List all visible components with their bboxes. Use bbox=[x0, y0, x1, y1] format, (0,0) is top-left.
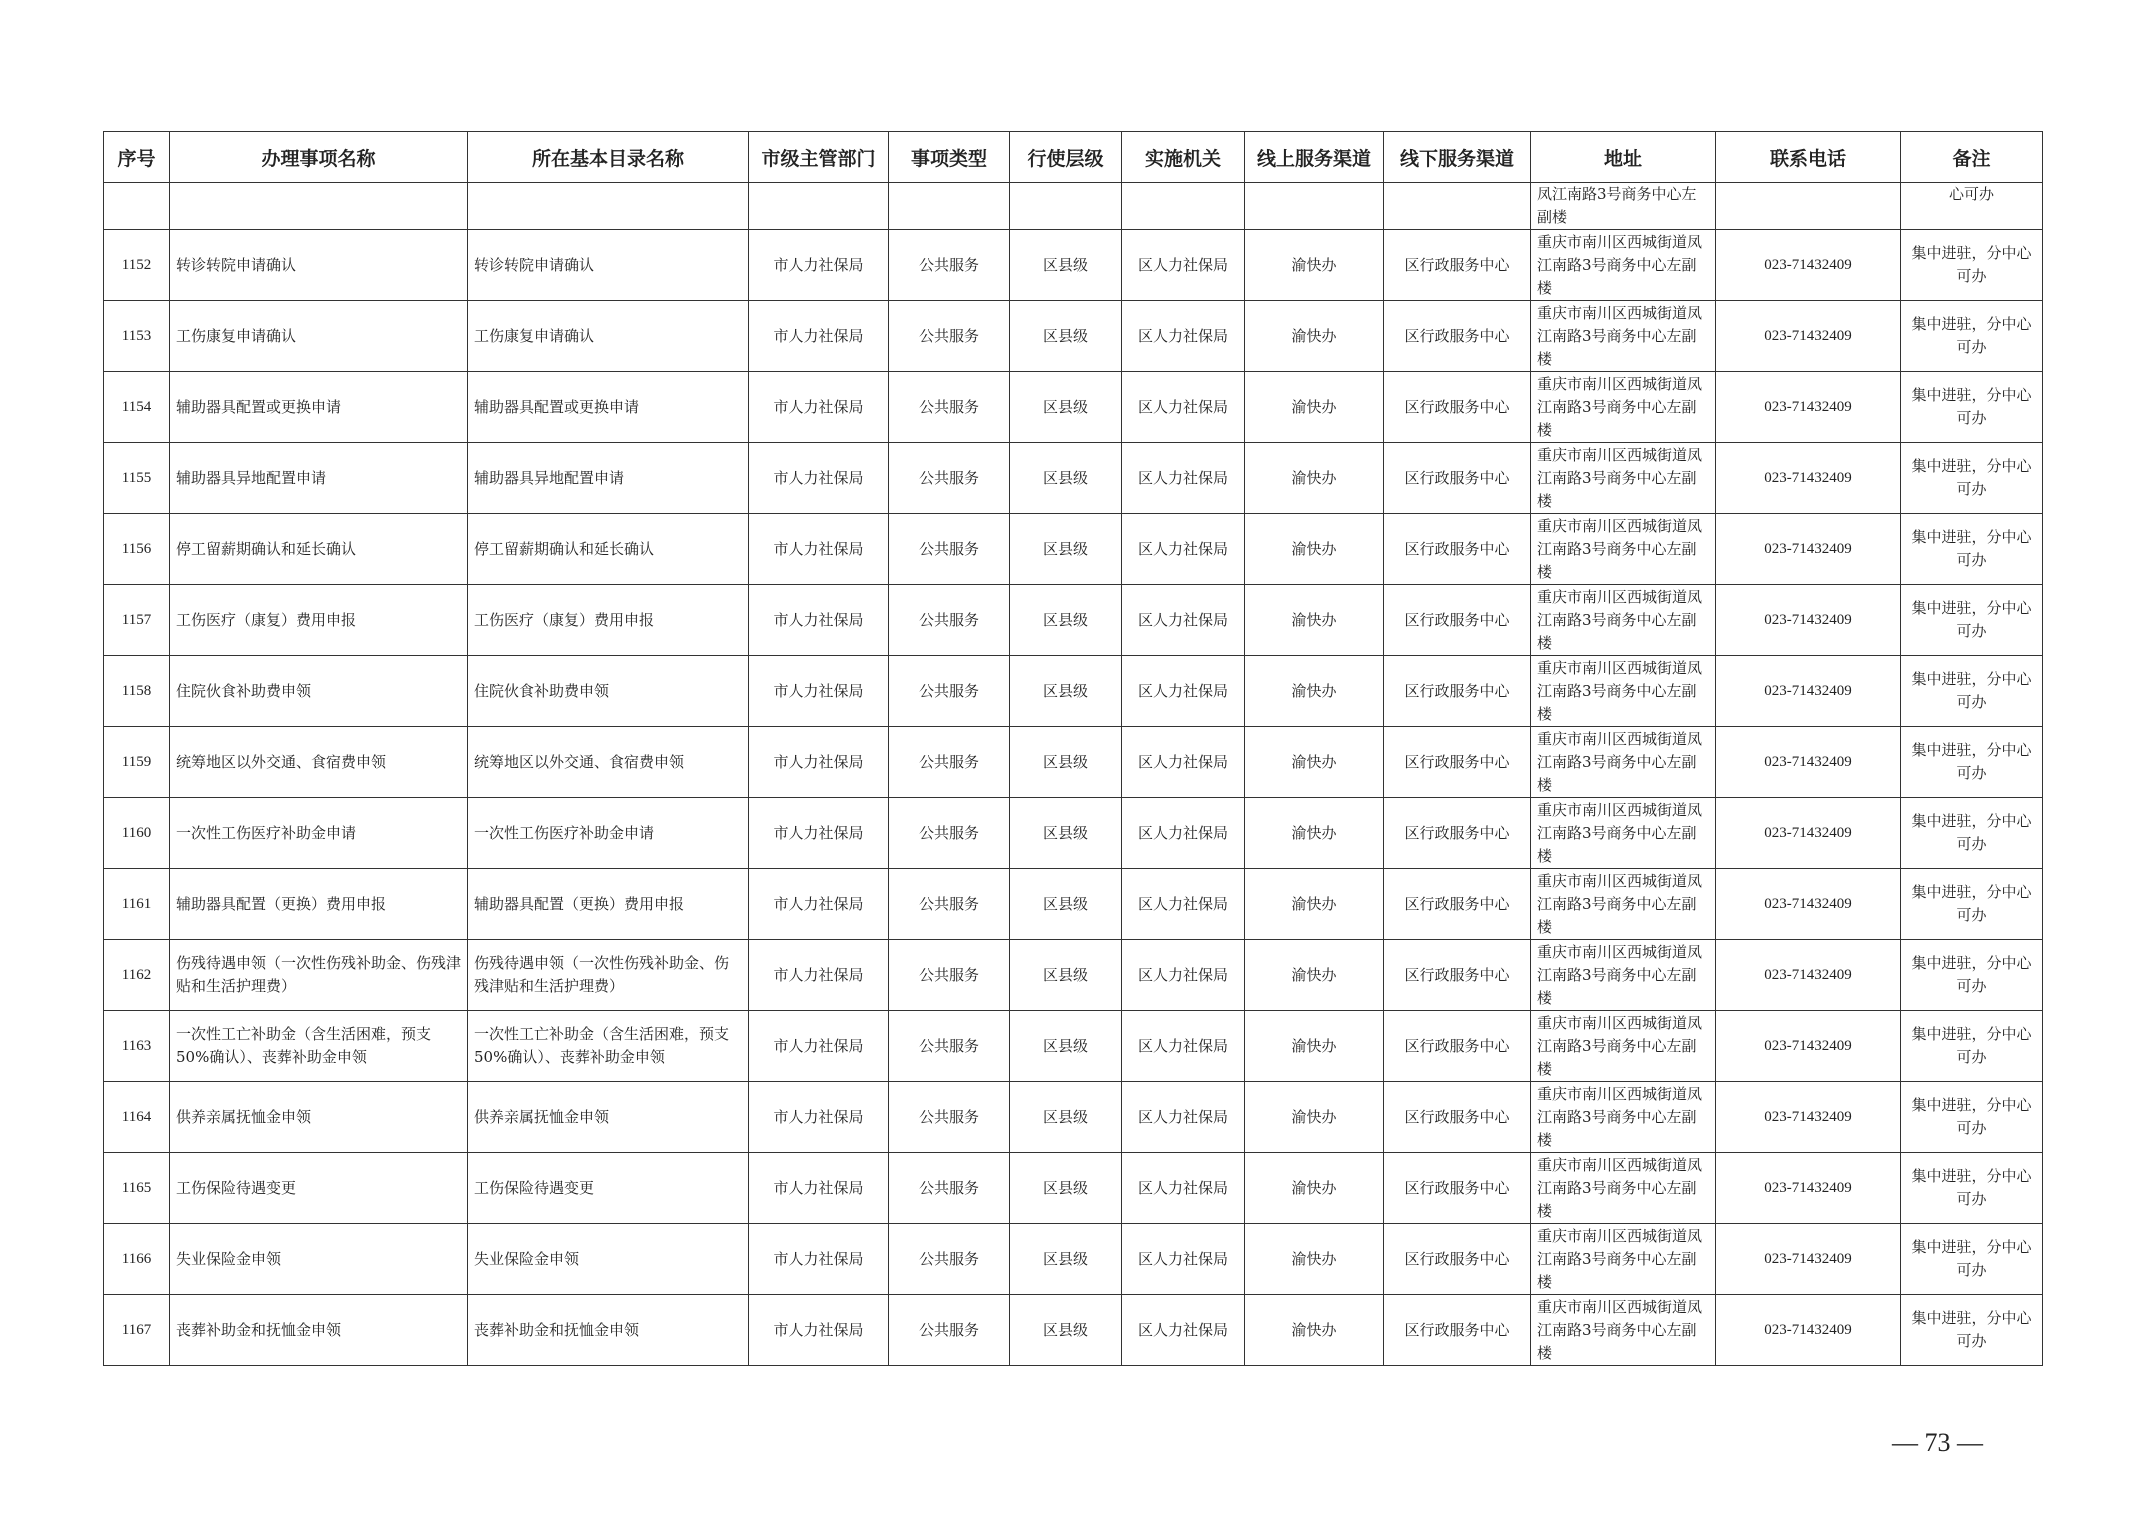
header-row bbox=[104, 132, 2043, 183]
cell-number: 1167 bbox=[104, 1295, 170, 1366]
cell-level: 区县级 bbox=[1010, 940, 1122, 1011]
cell-item-type: 公共服务 bbox=[889, 656, 1010, 727]
cell-phone: 023-71432409 bbox=[1716, 514, 1901, 585]
table-row bbox=[104, 727, 2043, 798]
service-items-table bbox=[103, 131, 2043, 1366]
cell-note: 集中进驻，分中心可办 bbox=[1901, 301, 2043, 372]
cell-note: 集中进驻，分中心可办 bbox=[1901, 230, 2043, 301]
cell-offline-channel: 区行政服务中心 bbox=[1384, 585, 1531, 656]
cell-item-name: 统筹地区以外交通、食宿费申领 bbox=[170, 727, 468, 798]
table-row bbox=[104, 869, 2043, 940]
cell-offline-channel: 区行政服务中心 bbox=[1384, 727, 1531, 798]
cell-item-name: 转诊转院申请确认 bbox=[170, 230, 468, 301]
header-cell: 序号 bbox=[104, 132, 170, 183]
cell-offline-channel: 区行政服务中心 bbox=[1384, 301, 1531, 372]
cell-number: 1165 bbox=[104, 1153, 170, 1224]
cell-agency: 区人力社保局 bbox=[1122, 301, 1245, 372]
cell-item-name: 伤残待遇申领（一次性伤残补助金、伤残津贴和生活护理费） bbox=[170, 940, 468, 1011]
cell-phone: 023-71432409 bbox=[1716, 1011, 1901, 1082]
cell-offline-channel: 区行政服务中心 bbox=[1384, 372, 1531, 443]
cell-offline-channel: 区行政服务中心 bbox=[1384, 514, 1531, 585]
cell-address: 重庆市南川区西城街道凤江南路3号商务中心左副楼 bbox=[1531, 301, 1716, 372]
cell-number: 1159 bbox=[104, 727, 170, 798]
cell-level: 区县级 bbox=[1010, 798, 1122, 869]
cell-agency: 区人力社保局 bbox=[1122, 727, 1245, 798]
cell-online-channel: 渝快办 bbox=[1245, 1295, 1384, 1366]
cell-phone: 023-71432409 bbox=[1716, 1082, 1901, 1153]
cell-department: 市人力社保局 bbox=[749, 869, 889, 940]
cell-agency: 区人力社保局 bbox=[1122, 1295, 1245, 1366]
continuation-address: 凤江南路3号商务中心左副楼 bbox=[1531, 183, 1716, 230]
cell-level: 区县级 bbox=[1010, 585, 1122, 656]
cell-phone: 023-71432409 bbox=[1716, 230, 1901, 301]
cell-empty bbox=[1245, 183, 1384, 230]
cell-number: 1166 bbox=[104, 1224, 170, 1295]
cell-item-name: 丧葬补助金和抚恤金申领 bbox=[170, 1295, 468, 1366]
cell-item-type: 公共服务 bbox=[889, 1295, 1010, 1366]
cell-catalog-name: 丧葬补助金和抚恤金申领 bbox=[468, 1295, 749, 1366]
cell-item-name: 供养亲属抚恤金申领 bbox=[170, 1082, 468, 1153]
cell-offline-channel: 区行政服务中心 bbox=[1384, 1224, 1531, 1295]
cell-note: 集中进驻，分中心可办 bbox=[1901, 656, 2043, 727]
cell-item-name: 工伤康复申请确认 bbox=[170, 301, 468, 372]
cell-note: 集中进驻，分中心可办 bbox=[1901, 443, 2043, 514]
table-row bbox=[104, 301, 2043, 372]
cell-department: 市人力社保局 bbox=[749, 1224, 889, 1295]
cell-number: 1155 bbox=[104, 443, 170, 514]
header-cell: 线下服务渠道 bbox=[1384, 132, 1531, 183]
cell-department: 市人力社保局 bbox=[749, 1295, 889, 1366]
cell-catalog-name: 一次性工伤医疗补助金申请 bbox=[468, 798, 749, 869]
cell-item-type: 公共服务 bbox=[889, 372, 1010, 443]
cell-online-channel: 渝快办 bbox=[1245, 1011, 1384, 1082]
cell-item-type: 公共服务 bbox=[889, 1153, 1010, 1224]
cell-address: 重庆市南川区西城街道凤江南路3号商务中心左副楼 bbox=[1531, 443, 1716, 514]
cell-item-type: 公共服务 bbox=[889, 301, 1010, 372]
cell-note: 集中进驻，分中心可办 bbox=[1901, 798, 2043, 869]
cell-department: 市人力社保局 bbox=[749, 1011, 889, 1082]
cell-level: 区县级 bbox=[1010, 1011, 1122, 1082]
cell-offline-channel: 区行政服务中心 bbox=[1384, 443, 1531, 514]
cell-note: 集中进驻，分中心可办 bbox=[1901, 1224, 2043, 1295]
cell-agency: 区人力社保局 bbox=[1122, 1153, 1245, 1224]
cell-phone: 023-71432409 bbox=[1716, 798, 1901, 869]
cell-item-type: 公共服务 bbox=[889, 514, 1010, 585]
cell-note: 集中进驻，分中心可办 bbox=[1901, 585, 2043, 656]
cell-level: 区县级 bbox=[1010, 1295, 1122, 1366]
cell-level: 区县级 bbox=[1010, 656, 1122, 727]
cell-address: 重庆市南川区西城街道凤江南路3号商务中心左副楼 bbox=[1531, 1224, 1716, 1295]
cell-number: 1156 bbox=[104, 514, 170, 585]
cell-empty bbox=[889, 183, 1010, 230]
cell-item-name: 工伤医疗（康复）费用申报 bbox=[170, 585, 468, 656]
cell-agency: 区人力社保局 bbox=[1122, 798, 1245, 869]
cell-item-type: 公共服务 bbox=[889, 798, 1010, 869]
cell-catalog-name: 失业保险金申领 bbox=[468, 1224, 749, 1295]
cell-empty bbox=[1384, 183, 1531, 230]
cell-item-type: 公共服务 bbox=[889, 1011, 1010, 1082]
cell-empty bbox=[1010, 183, 1122, 230]
cell-phone: 023-71432409 bbox=[1716, 1153, 1901, 1224]
cell-online-channel: 渝快办 bbox=[1245, 869, 1384, 940]
cell-agency: 区人力社保局 bbox=[1122, 1224, 1245, 1295]
cell-note: 集中进驻，分中心可办 bbox=[1901, 727, 2043, 798]
cell-offline-channel: 区行政服务中心 bbox=[1384, 940, 1531, 1011]
cell-phone: 023-71432409 bbox=[1716, 656, 1901, 727]
table-row bbox=[104, 230, 2043, 301]
cell-number: 1153 bbox=[104, 301, 170, 372]
table-row bbox=[104, 443, 2043, 514]
cell-level: 区县级 bbox=[1010, 727, 1122, 798]
cell-catalog-name: 工伤康复申请确认 bbox=[468, 301, 749, 372]
header-cell: 行使层级 bbox=[1010, 132, 1122, 183]
cell-department: 市人力社保局 bbox=[749, 656, 889, 727]
cell-agency: 区人力社保局 bbox=[1122, 372, 1245, 443]
cell-number: 1157 bbox=[104, 585, 170, 656]
cell-catalog-name: 工伤医疗（康复）费用申报 bbox=[468, 585, 749, 656]
table-row bbox=[104, 1011, 2043, 1082]
cell-agency: 区人力社保局 bbox=[1122, 443, 1245, 514]
cell-item-name: 一次性工亡补助金（含生活困难，预支50%确认）、丧葬补助金申领 bbox=[170, 1011, 468, 1082]
page-number: — 73 — bbox=[1892, 1428, 1983, 1457]
table-row bbox=[104, 940, 2043, 1011]
cell-note: 集中进驻，分中心可办 bbox=[1901, 940, 2043, 1011]
cell-note: 集中进驻，分中心可办 bbox=[1901, 1011, 2043, 1082]
cell-note: 集中进驻，分中心可办 bbox=[1901, 514, 2043, 585]
cell-level: 区县级 bbox=[1010, 869, 1122, 940]
cell-address: 重庆市南川区西城街道凤江南路3号商务中心左副楼 bbox=[1531, 727, 1716, 798]
cell-agency: 区人力社保局 bbox=[1122, 940, 1245, 1011]
cell-level: 区县级 bbox=[1010, 1224, 1122, 1295]
cell-department: 市人力社保局 bbox=[749, 1153, 889, 1224]
cell-agency: 区人力社保局 bbox=[1122, 585, 1245, 656]
cell-online-channel: 渝快办 bbox=[1245, 1224, 1384, 1295]
cell-catalog-name: 停工留薪期确认和延长确认 bbox=[468, 514, 749, 585]
header-cell: 实施机关 bbox=[1122, 132, 1245, 183]
cell-offline-channel: 区行政服务中心 bbox=[1384, 1082, 1531, 1153]
cell-level: 区县级 bbox=[1010, 443, 1122, 514]
cell-online-channel: 渝快办 bbox=[1245, 656, 1384, 727]
cell-address: 重庆市南川区西城街道凤江南路3号商务中心左副楼 bbox=[1531, 940, 1716, 1011]
cell-department: 市人力社保局 bbox=[749, 727, 889, 798]
cell-online-channel: 渝快办 bbox=[1245, 1153, 1384, 1224]
cell-item-name: 辅助器具异地配置申请 bbox=[170, 443, 468, 514]
header-cell: 备注 bbox=[1901, 132, 2043, 183]
cell-level: 区县级 bbox=[1010, 1082, 1122, 1153]
cell-item-type: 公共服务 bbox=[889, 727, 1010, 798]
cell-department: 市人力社保局 bbox=[749, 301, 889, 372]
cell-catalog-name: 供养亲属抚恤金申领 bbox=[468, 1082, 749, 1153]
table-row bbox=[104, 1153, 2043, 1224]
cell-catalog-name: 辅助器具异地配置申请 bbox=[468, 443, 749, 514]
cell-address: 重庆市南川区西城街道凤江南路3号商务中心左副楼 bbox=[1531, 1153, 1716, 1224]
cell-online-channel: 渝快办 bbox=[1245, 372, 1384, 443]
table-row bbox=[104, 1295, 2043, 1366]
cell-item-name: 辅助器具配置（更换）费用申报 bbox=[170, 869, 468, 940]
cell-catalog-name: 伤残待遇申领（一次性伤残补助金、伤残津贴和生活护理费） bbox=[468, 940, 749, 1011]
cell-address: 重庆市南川区西城街道凤江南路3号商务中心左副楼 bbox=[1531, 230, 1716, 301]
cell-offline-channel: 区行政服务中心 bbox=[1384, 798, 1531, 869]
cell-phone: 023-71432409 bbox=[1716, 301, 1901, 372]
cell-item-name: 一次性工伤医疗补助金申请 bbox=[170, 798, 468, 869]
cell-address: 重庆市南川区西城街道凤江南路3号商务中心左副楼 bbox=[1531, 585, 1716, 656]
cell-offline-channel: 区行政服务中心 bbox=[1384, 869, 1531, 940]
cell-number: 1152 bbox=[104, 230, 170, 301]
cell-offline-channel: 区行政服务中心 bbox=[1384, 1011, 1531, 1082]
header-cell: 所在基本目录名称 bbox=[468, 132, 749, 183]
header-cell: 联系电话 bbox=[1716, 132, 1901, 183]
cell-number: 1162 bbox=[104, 940, 170, 1011]
cell-item-type: 公共服务 bbox=[889, 1224, 1010, 1295]
cell-offline-channel: 区行政服务中心 bbox=[1384, 1295, 1531, 1366]
cell-online-channel: 渝快办 bbox=[1245, 727, 1384, 798]
cell-level: 区县级 bbox=[1010, 301, 1122, 372]
cell-item-name: 工伤保险待遇变更 bbox=[170, 1153, 468, 1224]
cell-address: 重庆市南川区西城街道凤江南路3号商务中心左副楼 bbox=[1531, 514, 1716, 585]
cell-note: 集中进驻，分中心可办 bbox=[1901, 869, 2043, 940]
cell-phone: 023-71432409 bbox=[1716, 372, 1901, 443]
cell-number: 1163 bbox=[104, 1011, 170, 1082]
cell-agency: 区人力社保局 bbox=[1122, 869, 1245, 940]
table-row bbox=[104, 585, 2043, 656]
cell-empty bbox=[170, 183, 468, 230]
cell-empty bbox=[468, 183, 749, 230]
cell-phone: 023-71432409 bbox=[1716, 1224, 1901, 1295]
table-body bbox=[104, 183, 2043, 1366]
cell-department: 市人力社保局 bbox=[749, 514, 889, 585]
cell-agency: 区人力社保局 bbox=[1122, 656, 1245, 727]
cell-online-channel: 渝快办 bbox=[1245, 585, 1384, 656]
cell-catalog-name: 辅助器具配置（更换）费用申报 bbox=[468, 869, 749, 940]
cell-department: 市人力社保局 bbox=[749, 372, 889, 443]
cell-note: 集中进驻，分中心可办 bbox=[1901, 1153, 2043, 1224]
table-row bbox=[104, 1082, 2043, 1153]
cell-phone: 023-71432409 bbox=[1716, 869, 1901, 940]
cell-catalog-name: 工伤保险待遇变更 bbox=[468, 1153, 749, 1224]
cell-offline-channel: 区行政服务中心 bbox=[1384, 1153, 1531, 1224]
table-row bbox=[104, 656, 2043, 727]
cell-online-channel: 渝快办 bbox=[1245, 1082, 1384, 1153]
cell-empty bbox=[1716, 183, 1901, 230]
cell-phone: 023-71432409 bbox=[1716, 1295, 1901, 1366]
cell-level: 区县级 bbox=[1010, 514, 1122, 585]
table-row bbox=[104, 1224, 2043, 1295]
cell-note: 集中进驻，分中心可办 bbox=[1901, 1082, 2043, 1153]
cell-note: 集中进驻，分中心可办 bbox=[1901, 1295, 2043, 1366]
cell-catalog-name: 一次性工亡补助金（含生活困难，预支50%确认）、丧葬补助金申领 bbox=[468, 1011, 749, 1082]
cell-address: 重庆市南川区西城街道凤江南路3号商务中心左副楼 bbox=[1531, 1082, 1716, 1153]
header-cell: 办理事项名称 bbox=[170, 132, 468, 183]
cell-catalog-name: 统筹地区以外交通、食宿费申领 bbox=[468, 727, 749, 798]
header-cell: 地址 bbox=[1531, 132, 1716, 183]
cell-item-type: 公共服务 bbox=[889, 869, 1010, 940]
continuation-note: 心可办 bbox=[1901, 183, 2043, 230]
cell-offline-channel: 区行政服务中心 bbox=[1384, 230, 1531, 301]
cell-level: 区县级 bbox=[1010, 1153, 1122, 1224]
cell-agency: 区人力社保局 bbox=[1122, 514, 1245, 585]
cell-department: 市人力社保局 bbox=[749, 1082, 889, 1153]
cell-number: 1158 bbox=[104, 656, 170, 727]
cell-phone: 023-71432409 bbox=[1716, 443, 1901, 514]
cell-item-name: 辅助器具配置或更换申请 bbox=[170, 372, 468, 443]
cell-note: 集中进驻，分中心可办 bbox=[1901, 372, 2043, 443]
cell-online-channel: 渝快办 bbox=[1245, 514, 1384, 585]
cell-address: 重庆市南川区西城街道凤江南路3号商务中心左副楼 bbox=[1531, 372, 1716, 443]
cell-online-channel: 渝快办 bbox=[1245, 443, 1384, 514]
cell-catalog-name: 住院伙食补助费申领 bbox=[468, 656, 749, 727]
cell-level: 区县级 bbox=[1010, 230, 1122, 301]
table-row bbox=[104, 372, 2043, 443]
cell-address: 重庆市南川区西城街道凤江南路3号商务中心左副楼 bbox=[1531, 656, 1716, 727]
cell-empty bbox=[1122, 183, 1245, 230]
cell-offline-channel: 区行政服务中心 bbox=[1384, 656, 1531, 727]
cell-empty bbox=[104, 183, 170, 230]
cell-department: 市人力社保局 bbox=[749, 940, 889, 1011]
cell-agency: 区人力社保局 bbox=[1122, 1011, 1245, 1082]
cell-item-type: 公共服务 bbox=[889, 940, 1010, 1011]
cell-address: 重庆市南川区西城街道凤江南路3号商务中心左副楼 bbox=[1531, 798, 1716, 869]
cell-level: 区县级 bbox=[1010, 372, 1122, 443]
cell-item-name: 停工留薪期确认和延长确认 bbox=[170, 514, 468, 585]
cell-department: 市人力社保局 bbox=[749, 798, 889, 869]
cell-item-type: 公共服务 bbox=[889, 1082, 1010, 1153]
cell-empty bbox=[749, 183, 889, 230]
header-cell: 事项类型 bbox=[889, 132, 1010, 183]
cell-department: 市人力社保局 bbox=[749, 585, 889, 656]
cell-online-channel: 渝快办 bbox=[1245, 798, 1384, 869]
table-header bbox=[104, 132, 2043, 183]
cell-agency: 区人力社保局 bbox=[1122, 230, 1245, 301]
continuation-row bbox=[104, 183, 2043, 230]
cell-online-channel: 渝快办 bbox=[1245, 301, 1384, 372]
cell-department: 市人力社保局 bbox=[749, 230, 889, 301]
cell-online-channel: 渝快办 bbox=[1245, 230, 1384, 301]
cell-address: 重庆市南川区西城街道凤江南路3号商务中心左副楼 bbox=[1531, 1295, 1716, 1366]
cell-number: 1161 bbox=[104, 869, 170, 940]
table-row bbox=[104, 798, 2043, 869]
cell-phone: 023-71432409 bbox=[1716, 585, 1901, 656]
cell-address: 重庆市南川区西城街道凤江南路3号商务中心左副楼 bbox=[1531, 869, 1716, 940]
cell-agency: 区人力社保局 bbox=[1122, 1082, 1245, 1153]
cell-item-type: 公共服务 bbox=[889, 230, 1010, 301]
cell-catalog-name: 转诊转院申请确认 bbox=[468, 230, 749, 301]
cell-number: 1154 bbox=[104, 372, 170, 443]
header-cell: 市级主管部门 bbox=[749, 132, 889, 183]
cell-online-channel: 渝快办 bbox=[1245, 940, 1384, 1011]
cell-item-name: 住院伙食补助费申领 bbox=[170, 656, 468, 727]
cell-phone: 023-71432409 bbox=[1716, 727, 1901, 798]
header-cell: 线上服务渠道 bbox=[1245, 132, 1384, 183]
cell-item-type: 公共服务 bbox=[889, 443, 1010, 514]
cell-phone: 023-71432409 bbox=[1716, 940, 1901, 1011]
cell-address: 重庆市南川区西城街道凤江南路3号商务中心左副楼 bbox=[1531, 1011, 1716, 1082]
cell-catalog-name: 辅助器具配置或更换申请 bbox=[468, 372, 749, 443]
cell-department: 市人力社保局 bbox=[749, 443, 889, 514]
cell-number: 1164 bbox=[104, 1082, 170, 1153]
cell-item-type: 公共服务 bbox=[889, 585, 1010, 656]
table-row bbox=[104, 514, 2043, 585]
cell-item-name: 失业保险金申领 bbox=[170, 1224, 468, 1295]
cell-number: 1160 bbox=[104, 798, 170, 869]
